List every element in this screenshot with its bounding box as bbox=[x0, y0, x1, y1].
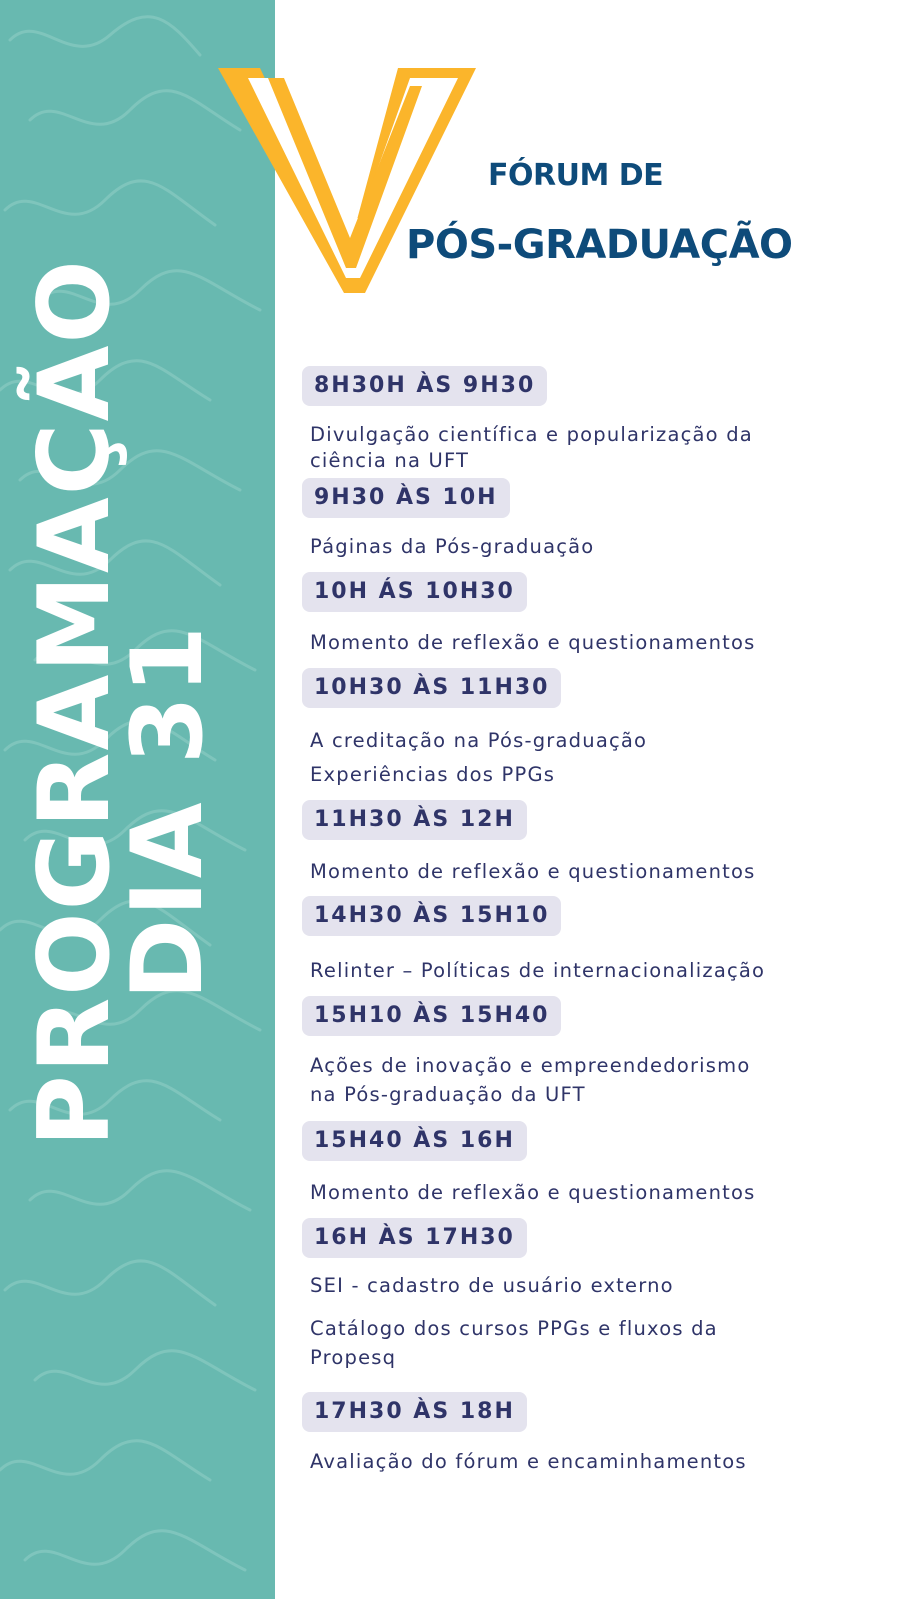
brand-title-line1: FÓRUM DE bbox=[488, 158, 664, 193]
schedule-time-2 bbox=[302, 478, 510, 518]
schedule-time-10 bbox=[302, 1392, 527, 1432]
schedule-desc: Divulgação científica e popularização da bbox=[310, 423, 753, 446]
schedule-desc: ciência na UFT bbox=[310, 449, 470, 472]
schedule-time-8 bbox=[302, 1121, 527, 1161]
time-badge: 17H30 ÀS 18H bbox=[302, 1392, 527, 1432]
schedule-time-9 bbox=[302, 1218, 527, 1258]
time-badge: 15H40 ÀS 16H bbox=[302, 1121, 527, 1161]
day-label: DIA 31 bbox=[111, 623, 225, 1001]
time-badge: 10H30 ÀS 11H30 bbox=[302, 668, 561, 708]
schedule-desc: Momento de reflexão e questionamentos bbox=[310, 860, 756, 883]
schedule-desc: Momento de reflexão e questionamentos bbox=[310, 631, 756, 654]
schedule-time-1 bbox=[302, 366, 547, 406]
time-badge: 14H30 ÀS 15H10 bbox=[302, 896, 561, 936]
schedule-time-5 bbox=[302, 800, 527, 840]
schedule-time-6 bbox=[302, 896, 561, 936]
time-badge: 8H30H ÀS 9H30 bbox=[302, 366, 547, 406]
schedule-desc: Catálogo dos cursos PPGs e fluxos da bbox=[310, 1317, 718, 1340]
time-badge: 10H ÁS 10H30 bbox=[302, 572, 527, 612]
schedule-desc: Experiências dos PPGs bbox=[310, 763, 556, 786]
schedule-desc: A creditação na Pós-graduação bbox=[310, 729, 648, 752]
schedule-desc: Avaliação do fórum e encaminhamentos bbox=[310, 1450, 747, 1473]
schedule-time-7 bbox=[302, 996, 561, 1036]
time-badge: 16H ÀS 17H30 bbox=[302, 1218, 527, 1258]
program-title: PROGRAMAÇÃO bbox=[18, 258, 132, 1147]
schedule-desc: Propesq bbox=[310, 1346, 397, 1369]
schedule-time-4 bbox=[302, 668, 561, 708]
schedule-desc: Relinter – Políticas de internacionalização bbox=[310, 959, 766, 982]
schedule-desc: Ações de inovação e empreendedorismo bbox=[310, 1054, 751, 1077]
schedule-time-3 bbox=[302, 572, 527, 612]
schedule-desc: SEI - cadastro de usuário externo bbox=[310, 1274, 674, 1297]
schedule-desc: Páginas da Pós-graduação bbox=[310, 535, 595, 558]
time-badge: 9H30 ÀS 10H bbox=[302, 478, 510, 518]
brand-title-line2: PÓS-GRADUAÇÃO bbox=[406, 222, 793, 268]
schedule-desc: na Pós-graduação da UFT bbox=[310, 1083, 586, 1106]
time-badge: 15H10 ÀS 15H40 bbox=[302, 996, 561, 1036]
schedule-desc: Momento de reflexão e questionamentos bbox=[310, 1181, 756, 1204]
time-badge: 11H30 ÀS 12H bbox=[302, 800, 527, 840]
